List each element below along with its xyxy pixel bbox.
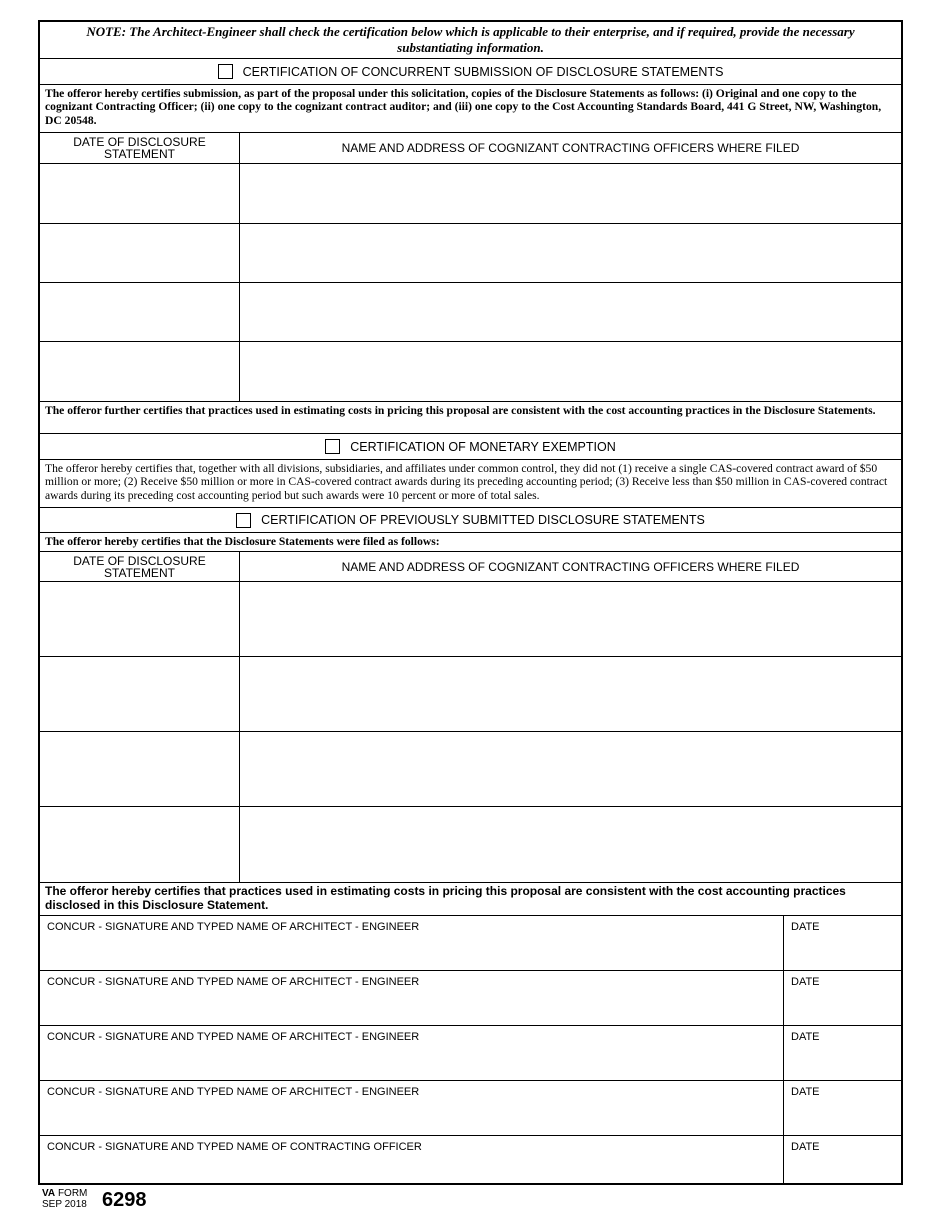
officer-address-field[interactable] [240, 732, 901, 806]
col-date-header: DATE OF DISCLOSURE STATEMENT [40, 552, 240, 581]
signature-field[interactable] [40, 916, 784, 970]
form-word: FORM [57, 1188, 88, 1199]
monetary-exemption-text: The offeror hereby certifies that, together with all divisions, subsidiaries, and affiliates under common control, they did not (1) receive a single CAS-covered contract award of $50 million or more; (2) Receive $50 million or more in CAS-covered contract awards during its preceding accounting period; (3) Receive less than $50 million in CAS-covered contract awards during its preceding cost accounting period but such awards were 10 percent or more of total sales. [40, 460, 901, 508]
date-field[interactable] [40, 732, 240, 806]
concurrent-submission-certification [40, 59, 901, 85]
date-field[interactable] [40, 224, 240, 282]
signature-row [40, 1026, 901, 1081]
officer-address-field[interactable] [240, 164, 901, 223]
disclosure-table-2-header [40, 552, 901, 582]
col-name-header: NAME AND ADDRESS OF COGNIZANT CONTRACTING OFFICERS WHERE FILED [341, 559, 800, 574]
signature-row [40, 916, 901, 971]
date-label: DATE [791, 1031, 820, 1043]
va-form-6298 [38, 20, 903, 1185]
form-edition: SEP 2018 [42, 1199, 87, 1210]
monetary-exemption-certification [40, 434, 901, 460]
date-field[interactable] [40, 582, 240, 656]
date-label: DATE [791, 1086, 820, 1098]
signature-label: CONCUR - SIGNATURE AND TYPED NAME OF CONTRACTING OFFICER [47, 1141, 422, 1153]
concurrent-submission-label: CERTIFICATION OF CONCURRENT SUBMISSION OF DISCLOSURE STATEMENTS [242, 64, 724, 79]
date-label: DATE [791, 976, 820, 988]
signature-field[interactable] [40, 971, 784, 1025]
officer-address-field[interactable] [240, 807, 901, 882]
table-row [40, 164, 901, 224]
previous-submission-certification [40, 508, 901, 533]
table-row [40, 342, 901, 402]
form-footer [42, 1188, 147, 1211]
signature-field[interactable] [40, 1026, 784, 1080]
officer-address-field[interactable] [240, 283, 901, 341]
signature-label: CONCUR - SIGNATURE AND TYPED NAME OF ARCHITECT - ENGINEER [47, 1086, 420, 1098]
table-row [40, 732, 901, 807]
previous-submission-label: CERTIFICATION OF PREVIOUSLY SUBMITTED DISCLOSURE STATEMENTS [261, 513, 705, 527]
instruction-note: NOTE: The Architect-Engineer shall check the certification below which is applicable to their enterprise, and if required, provide the necessary substantiating information. [40, 22, 901, 59]
agency-abbrev: VA [42, 1188, 56, 1199]
disclosure-table-1-header [40, 133, 901, 164]
date-field[interactable] [784, 1026, 901, 1080]
date-label: DATE [791, 921, 820, 933]
date-field[interactable] [784, 971, 901, 1025]
monetary-exemption-checkbox[interactable] [325, 439, 340, 454]
date-field[interactable] [784, 1081, 901, 1135]
date-label: DATE [791, 1141, 820, 1153]
consistency-certification-2: The offeror hereby certifies that practices used in estimating costs in pricing this proposal are consistent with the cost accounting practices disclosed in this Disclosure Statement. [40, 883, 901, 916]
signature-label: CONCUR - SIGNATURE AND TYPED NAME OF ARCHITECT - ENGINEER [47, 921, 420, 933]
officer-address-field[interactable] [240, 657, 901, 731]
signature-label: CONCUR - SIGNATURE AND TYPED NAME OF ARCHITECT - ENGINEER [47, 1031, 420, 1043]
date-field[interactable] [40, 283, 240, 341]
signature-row [40, 1081, 901, 1136]
date-field[interactable] [40, 342, 240, 401]
date-field[interactable] [40, 657, 240, 731]
col-date-header: DATE OF DISCLOSURE STATEMENT [40, 133, 240, 163]
col-name-header: NAME AND ADDRESS OF COGNIZANT CONTRACTING OFFICERS WHERE FILED [341, 141, 800, 155]
date-field[interactable] [784, 1136, 901, 1183]
date-field[interactable] [784, 916, 901, 970]
monetary-exemption-label: CERTIFICATION OF MONETARY EXEMPTION [350, 439, 616, 454]
table-row [40, 807, 901, 883]
signature-row [40, 971, 901, 1026]
table-row [40, 224, 901, 283]
form-number: 6298 [102, 1189, 147, 1211]
concurrent-submission-checkbox[interactable] [218, 64, 233, 79]
signature-label: CONCUR - SIGNATURE AND TYPED NAME OF ARCHITECT - ENGINEER [47, 976, 420, 988]
officer-address-field[interactable] [240, 224, 901, 282]
date-field[interactable] [40, 807, 240, 882]
officer-address-field[interactable] [240, 582, 901, 656]
previous-submission-text: The offeror hereby certifies that the Disclosure Statements were filed as follows: [40, 533, 901, 552]
table-row [40, 657, 901, 732]
previous-submission-checkbox[interactable] [236, 513, 251, 528]
consistency-certification-1: The offeror further certifies that practices used in estimating costs in pricing this proposal are consistent with the cost accounting practices in the Disclosure Statements. [40, 402, 901, 434]
table-row [40, 582, 901, 657]
contracting-officer-signature-field[interactable] [40, 1136, 784, 1183]
concurrent-submission-text: The offeror hereby certifies submission, as part of the proposal under this solicitation, copies of the Disclosure Statements as follows: (i) Original and one copy to the cognizant Contracting Officer; (ii) one copy to the cognizant contract auditor; and (iii) one copy to the Cost Accounting Standards Board, 441 G Street, NW, Washington, DC 20548. [40, 85, 901, 133]
officer-address-field[interactable] [240, 342, 901, 401]
date-field[interactable] [40, 164, 240, 223]
signature-row-contracting-officer [40, 1136, 901, 1183]
signature-field[interactable] [40, 1081, 784, 1135]
table-row [40, 283, 901, 342]
